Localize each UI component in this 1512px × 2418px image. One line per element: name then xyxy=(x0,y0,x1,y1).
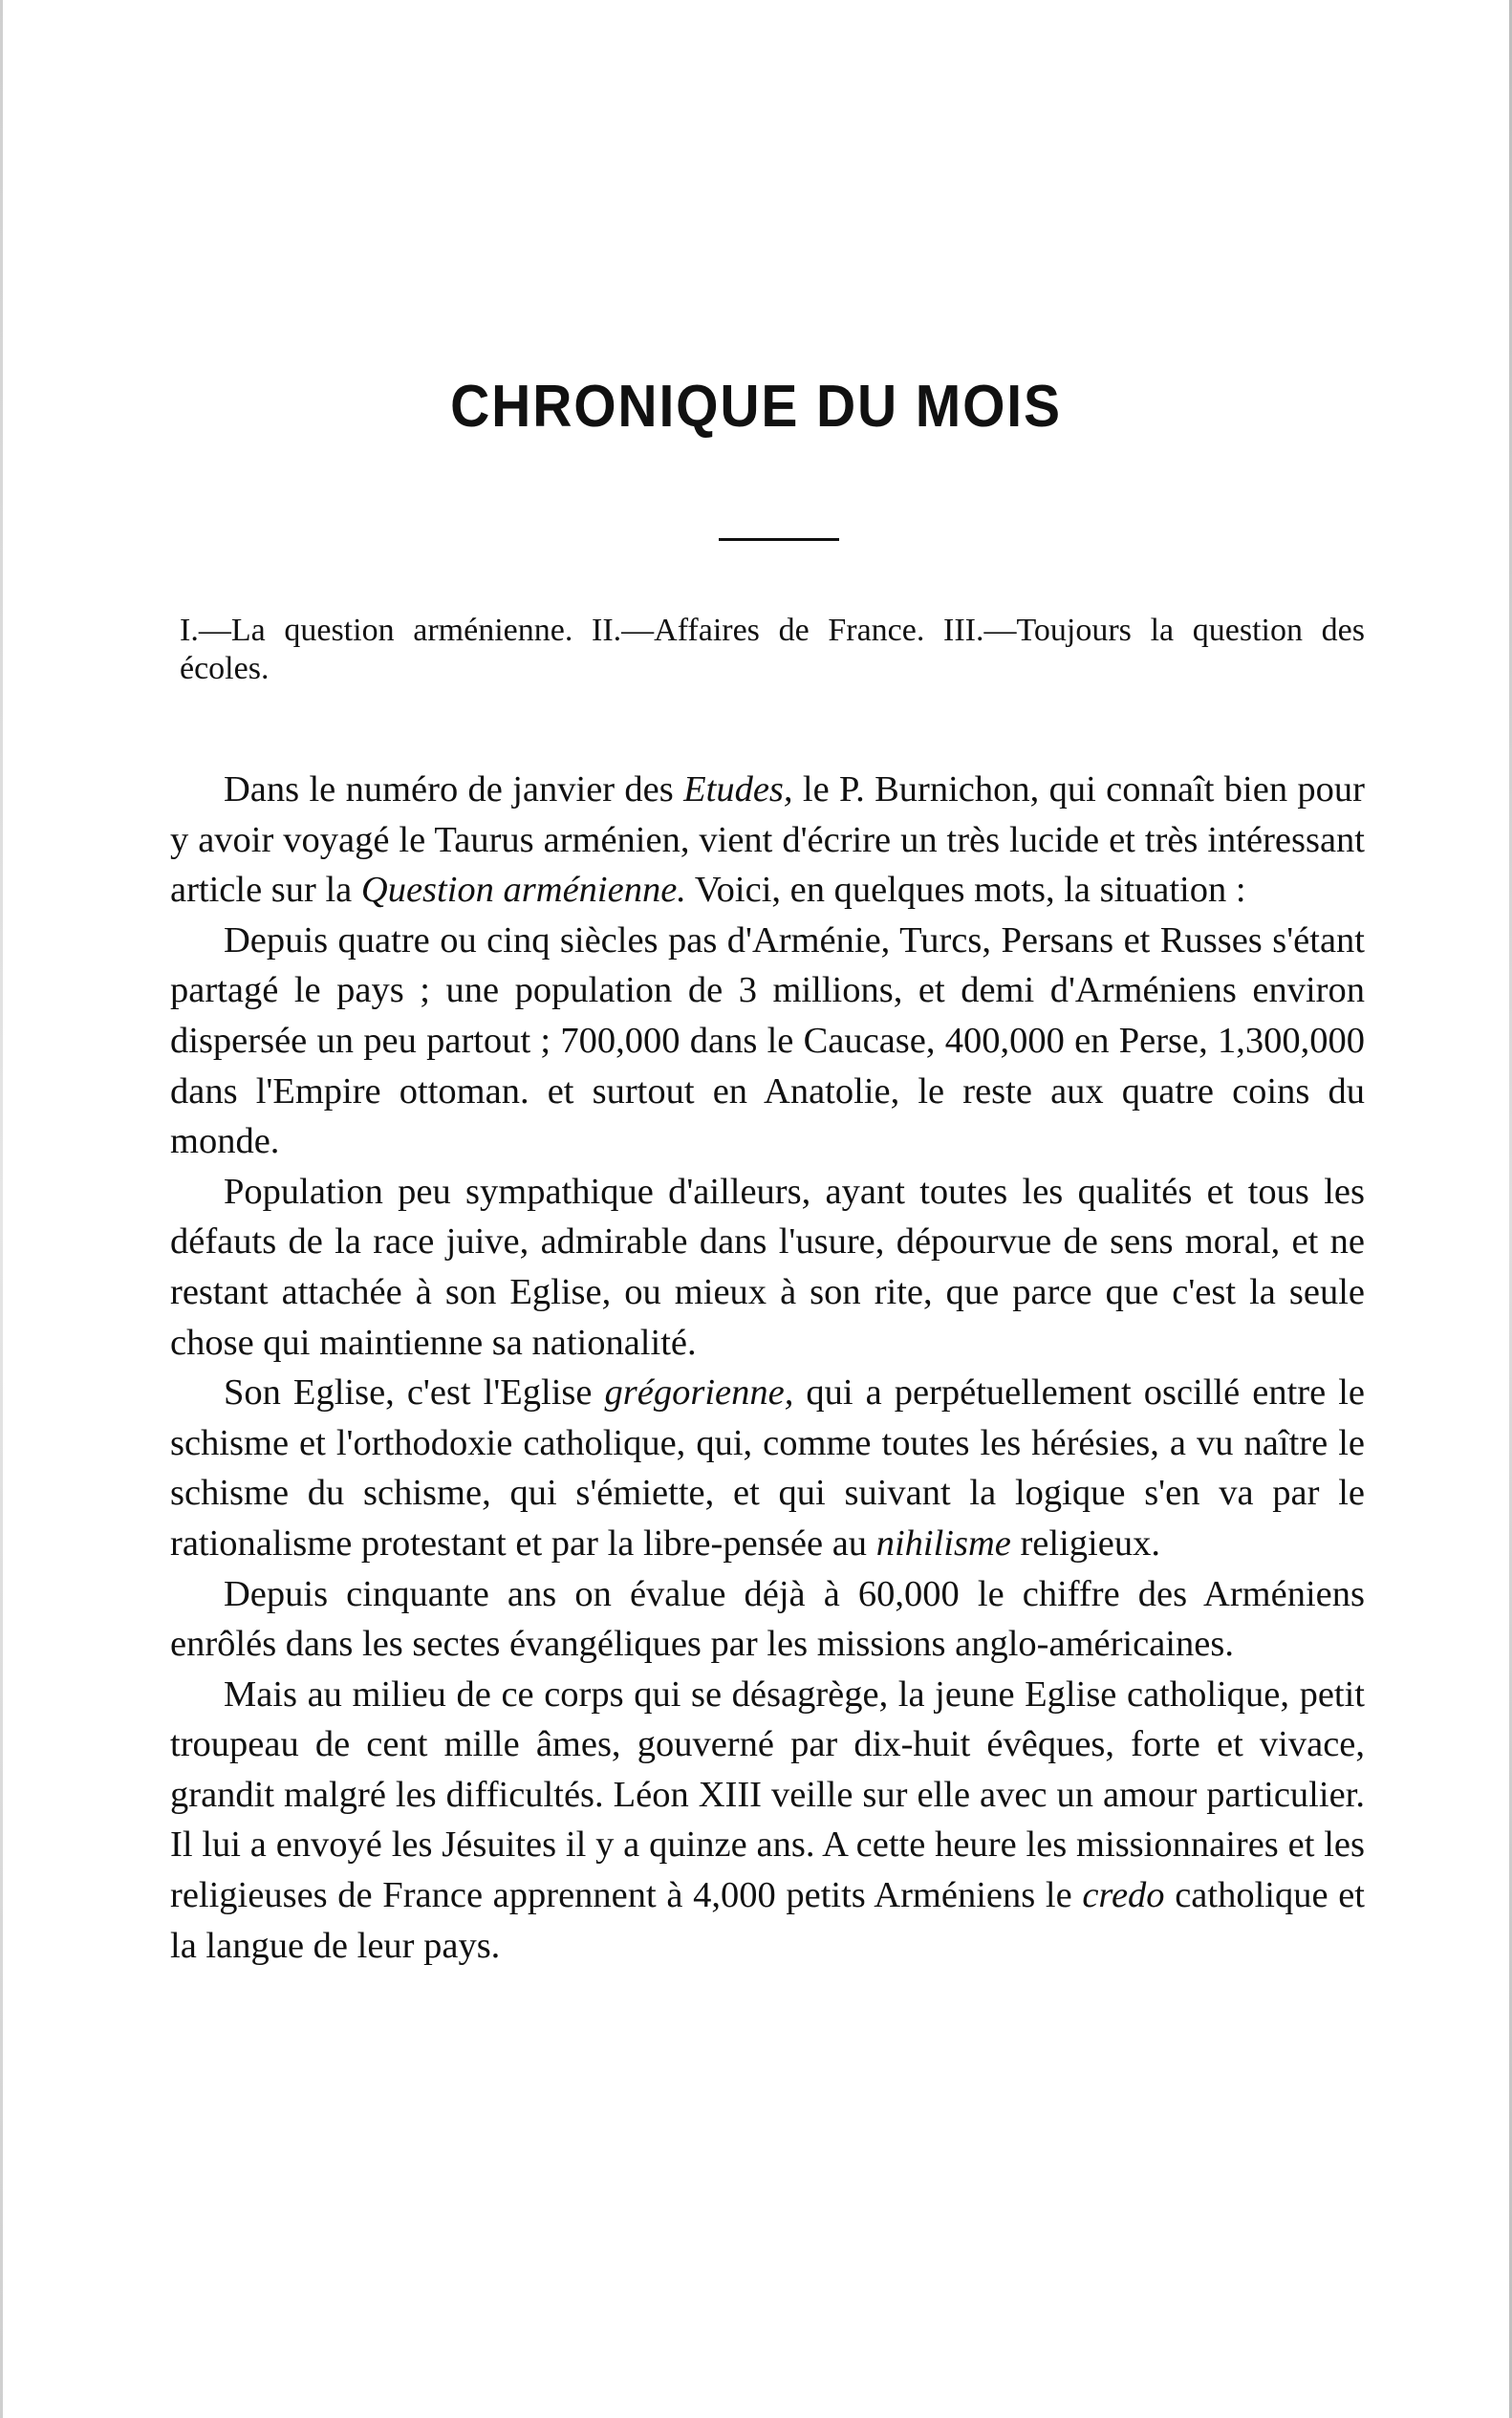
paragraph xyxy=(170,1569,1365,1670)
paragraph xyxy=(170,1167,1365,1368)
paragraph-text: religieux. xyxy=(1010,1522,1160,1564)
paragraph xyxy=(170,1368,1365,1568)
paragraph-text: Voici, en quelques mots, la situation : xyxy=(685,870,1246,911)
paragraph-text: le P. Burnichon, qui connaît bien pour y avoir voyagé le Taurus arménien, vient d'écrire un très lucide et très intéressant article sur la xyxy=(170,769,1365,911)
paragraph-text: Depuis cinquante ans on évalue déjà à 60,000 le chiffre des Arméniens enrôlés dans les sectes évangéliques par les missions anglo-américaines. xyxy=(170,1573,1365,1665)
page-title: CHRONIQUE DU MOIS xyxy=(450,374,1062,440)
paragraph xyxy=(170,916,1365,1167)
italic-text: Etudes, xyxy=(683,769,793,810)
italic-text: nihilisme xyxy=(875,1522,1011,1564)
scan-left-edge xyxy=(0,0,3,2418)
paragraph-text: Mais au milieu de ce corps qui se désagrège, la jeune Eglise catholique, petit troupeau de cent mille âmes, gouverné par dix-huit évêques, forte et vivace, grandit malgré les difficultés. Léon XIII veille sur elle avec un amour particulier. Il lui a envoyé les Jésuites il y a quinze ans. A cette heure les missionnaires et les religieuses de France apprennent à 4,000 petits Arméniens le xyxy=(170,1673,1365,1916)
paragraph-text: qui a perpétuellement oscillé entre le schisme et l'orthodoxie catholique, qui, comme toutes les hérésies, a vu naître le schisme du schisme, qui s'émiette, et qui suivant la logique s'en va par le rationalisme protestant et par la libre-pensée au xyxy=(170,1372,1365,1564)
paragraph-text: Dans le numéro de janvier des xyxy=(224,769,684,810)
title-divider xyxy=(719,538,839,541)
article-body xyxy=(170,765,1365,1971)
italic-text: credo xyxy=(1082,1875,1165,1916)
chapter-summary: I.—La question arménienne. II.—Affaires de France. III.—Toujours la question des écoles. xyxy=(180,613,1365,686)
paragraph-text: Depuis quatre ou cinq siècles pas d'Arménie, Turcs, Persans et Russes s'étant partagé le pays ; une population de 3 millions, et demi d'Arméniens environ dispersée un peu partout ; 700,000 dans le Caucase, 400,000 en Perse, 1,300,000 dans l'Empire ottoman. et surtout en Anatolie, le reste aux quatre coins du monde. xyxy=(170,919,1365,1162)
paragraph xyxy=(170,1670,1365,1972)
italic-text: grégorienne, xyxy=(604,1372,794,1414)
paragraph-text: catholique et la langue de leur pays. xyxy=(170,1875,1366,1966)
paragraph-text: Son Eglise, c'est l'Eglise xyxy=(224,1372,605,1414)
paragraph-text: Population peu sympathique d'ailleurs, ayant toutes les qualités et tous les défauts de la race juive, admirable dans l'usure, dépourvue de sens moral, et ne restant attachée à son Eglise, ou mieux à son rite, que parce que c'est la seule chose qui maintienne sa nationalité. xyxy=(170,1171,1365,1363)
italic-text: Question arménienne. xyxy=(360,870,686,911)
paragraph xyxy=(170,765,1365,916)
